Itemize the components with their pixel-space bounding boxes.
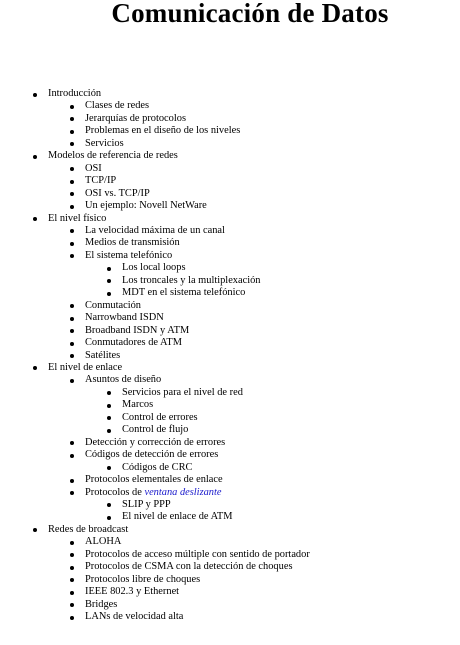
outline-item-l2-protocolos-libre-de-choques [85,574,310,586]
outline-item-l2-osi [85,163,310,175]
outline-item-label: Control de errores [122,411,198,423]
outline-item-l3-los-local-loops [122,262,310,274]
outline-item-label: Redes de broadcast [48,523,129,535]
outline-item-l2-lans-de-velocidad-alta [85,611,310,623]
outline-item-l3-servicios-para-el-nivel-de-red [122,387,310,399]
outline-item-l2-protocolos-elementales-de-enlace [85,474,310,486]
outline-item-label: Códigos de CRC [122,461,193,473]
sub-list [48,163,310,213]
outline-item-label: Los local loops [122,262,186,274]
outline-item-l3-codigos-de-crc [122,462,310,474]
outline-item-l2-narrowband-isdn [85,312,310,324]
outline-item-label: Narrowband ISDN [85,312,164,324]
outline-item-label: Broadband ISDN y ATM [85,324,190,336]
outline-item-label: Protocolos libre de choques [85,573,201,585]
outline-item-label: Protocolos de acceso múltiple con sentido de portador [85,548,310,560]
outline-item-label: SLIP y PPP [122,498,171,510]
topic-outline [0,88,310,623]
outline-item-l3-marcos [122,399,310,411]
outline-item-l3-el-nivel-de-enlace-de-atm [122,511,310,523]
outline-item-l2-protocolos-de-ventana-deslizante [85,487,310,524]
outline-item-l2-protocolos-de-acceso-multiple-con-sentido-de-portador [85,549,310,561]
outline-item-l2-jerarquias-de-protocolos [85,113,310,125]
outline-item-label: Protocolos elementales de enlace [85,474,223,486]
outline-item-label: El nivel físico [48,212,107,224]
sub-list [48,100,310,150]
outline-item-label: El nivel de enlace [48,361,123,373]
outline-item-l2-broadband-isdn-y-atm [85,325,310,337]
outline-item-l2-el-sistema-telefonico [85,250,310,300]
outline-item-label: Conmutadores de ATM [85,337,182,349]
outline-item-l3-control-de-errores [122,412,310,424]
outline-item-l3-control-de-flujo [122,424,310,436]
outline-item-label: Bridges [85,598,118,610]
outline-item-label: Marcos [122,399,154,411]
outline-item-label: Servicios [85,137,124,149]
outline-item-label: Protocolos de [85,486,145,498]
outline-item-l2-deteccion-y-correccion-de-errores [85,437,310,449]
outline-item-label: OSI [85,162,102,174]
outline-item-label: Un ejemplo: Novell NetWare [85,200,207,212]
sub-list [85,262,310,299]
outline-item-l2-codigos-de-deteccion-de-errores [85,449,310,474]
outline-item-l3-mdt-en-el-sistema-telefonico [122,287,310,299]
outline-item-l2-la-velocidad-maxima-de-un-canal [85,225,310,237]
outline-item-label: Los troncales y la multiplexación [122,274,261,286]
page-title: Comunicación de Datos [111,0,389,28]
outline-item-emphasis: ventana deslizante [144,486,222,498]
outline-item-label: Protocolos de CSMA con la detección de choques [85,561,293,573]
outline-item-label: El sistema telefónico [85,249,173,261]
outline-item-l2-conmutacion [85,300,310,312]
outline-item-l2-ieee-802-3-y-ethernet [85,586,310,598]
sub-list [85,387,310,437]
outline-item-label: Modelos de referencia de redes [48,150,178,162]
outline-item-label: Medios de transmisión [85,237,180,249]
outline-item-l2-satelites [85,350,310,362]
outline-item-l2-aloha [85,536,310,548]
outline-item-l2-clases-de-redes [85,100,310,112]
outline-item-label: TCP/IP [85,175,117,187]
outline-item-label: OSI vs. TCP/IP [85,187,150,199]
sub-list [48,374,310,523]
outline-item-l2-protocolos-de-csma-con-la-deteccion-de-choques [85,561,310,573]
outline-item-l2-tcp-ip [85,175,310,187]
outline-item-label: Control de flujo [122,424,189,436]
outline-item-label: Códigos de detección de errores [85,449,219,461]
outline-item-l1-el-nivel-fisico [48,213,310,362]
outline-item-l2-un-ejemplo-novell-netware [85,200,310,212]
outline-item-l3-los-troncales-y-la-multiplexacion [122,275,310,287]
outline-item-l1-el-nivel-de-enlace [48,362,310,524]
outline-item-l2-bridges [85,599,310,611]
sub-list [48,536,310,623]
sub-list [48,225,310,362]
outline-item-label: Problemas en el diseño de los niveles [85,125,241,137]
outline-item-label: ALOHA [85,536,122,548]
outline-item-l2-medios-de-transmision [85,237,310,249]
outline-item-l1-redes-de-broadcast [48,524,310,624]
outline-item-label: El nivel de enlace de ATM [122,511,233,523]
outline-item-l2-servicios [85,138,310,150]
outline-item-label: Asuntos de diseño [85,374,162,386]
outline-item-label: Introducción [48,88,102,99]
outline-item-label: IEEE 802.3 y Ethernet [85,586,180,598]
outline-item-label: Jerarquías de protocolos [85,112,186,124]
outline-item-l1-introduccion [48,88,310,150]
outline-item-label: La velocidad máxima de un canal [85,224,225,236]
outline-item-l2-asuntos-de-diseno [85,374,310,436]
outline-item-label: Detección y corrección de errores [85,436,226,448]
outline-item-label: Clases de redes [85,100,150,112]
outline-item-l3-slip-y-ppp [122,499,310,511]
outline-item-l1-modelos-de-referencia-de-redes [48,150,310,212]
outline-item-label: Servicios para el nivel de red [122,386,243,398]
outline-item-l2-conmutadores-de-atm [85,337,310,349]
sub-list [85,462,310,474]
outline-item-label: Satélites [85,349,121,361]
outline-item-l2-problemas-en-el-diseno-de-los-niveles [85,125,310,137]
outline-item-label: LANs de velocidad alta [85,611,184,623]
outline-item-l2-osi-vs-tcp-ip [85,188,310,200]
outline-item-label: Conmutación [85,299,141,311]
sub-list [85,499,310,524]
outline-item-label: MDT en el sistema telefónico [122,287,246,299]
